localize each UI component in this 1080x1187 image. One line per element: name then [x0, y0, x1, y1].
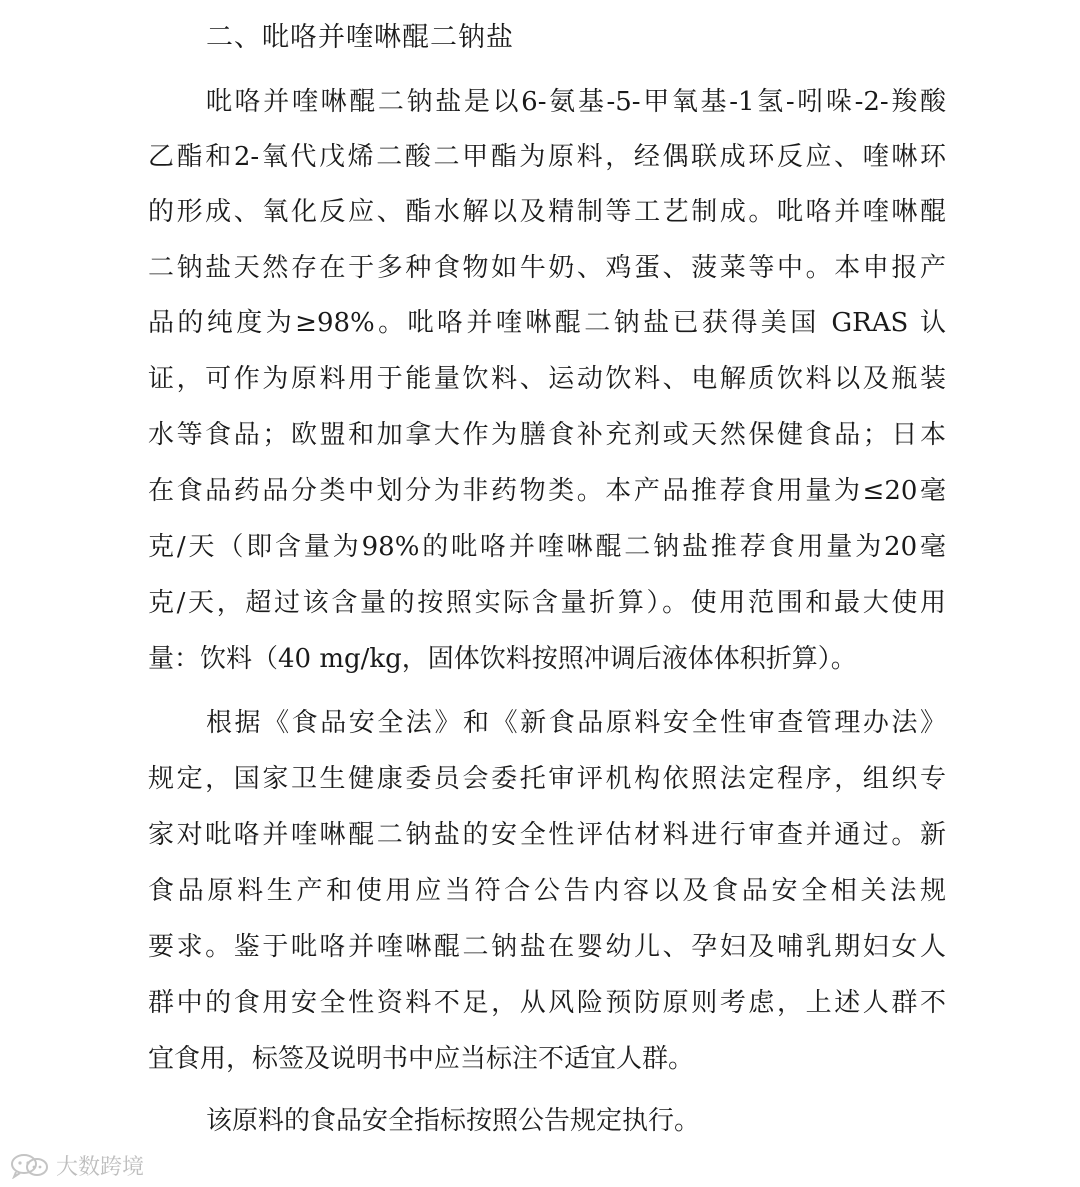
paragraph-line: 群中的食用安全性资料不足，从风险预防原则考虑，上述人群不	[148, 988, 946, 1018]
watermark	[10, 1150, 144, 1181]
paragraph-line: 二钠盐天然存在于多种食物如牛奶、鸡蛋、菠菜等中。本申报产	[148, 253, 946, 283]
paragraph-line: 要求。鉴于吡咯并喹啉醌二钠盐在婴幼儿、孕妇及哺乳期妇女人	[148, 932, 946, 962]
paragraph-line: 克/天（即含量为98%的吡咯并喹啉醌二钠盐推荐食用量为20毫	[148, 532, 946, 562]
watermark-text: 大数跨境	[56, 1155, 145, 1180]
paragraph-line: 根据《食品安全法》和《新食品原料安全性审查管理办法》	[206, 708, 946, 738]
paragraph-line: 水等食品；欧盟和加拿大作为膳食补充剂或天然保健食品；日本	[148, 420, 946, 450]
paragraph-line: 家对吡咯并喹啉醌二钠盐的安全性评估材料进行审查并通过。新	[148, 820, 946, 850]
paragraph-line: 量：饮料（40 mg/kg，固体饮料按照冲调后液体体积折算）。	[148, 644, 857, 674]
paragraph-line: 规定，国家卫生健康委员会委托审评机构依照法定程序，组织专	[148, 764, 946, 794]
paragraph-line: 该原料的食品安全指标按照公告规定执行。	[206, 1106, 701, 1136]
paragraph-line: 吡咯并喹啉醌二钠盐是以6-氨基-5-甲氧基-1氢-吲哚-2-羧酸	[206, 87, 946, 117]
paragraph-line: 品的纯度为≥98%。吡咯并喹啉醌二钠盐已获得美国 GRAS 认	[148, 308, 946, 338]
paragraph-line: 克/天，超过该含量的按照实际含量折算）。使用范围和最大使用	[148, 588, 946, 618]
paragraph-line: 在食品药品分类中划分为非药物类。本产品推荐食用量为≤20毫	[148, 476, 946, 506]
paragraph-line: 的形成、氧化反应、酯水解以及精制等工艺制成。吡咯并喹啉醌	[148, 197, 946, 227]
paragraph-line: 证，可作为原料用于能量饮料、运动饮料、电解质饮料以及瓶装	[148, 364, 946, 394]
paragraph-line: 乙酯和2-氧代戊烯二酸二甲酯为原料，经偶联成环反应、喹啉环	[148, 142, 946, 172]
wechat-logo-icon	[10, 1153, 50, 1179]
section-heading: 二、吡咯并喹啉醌二钠盐	[206, 22, 514, 53]
paragraph-line: 食品原料生产和使用应当符合公告内容以及食品安全相关法规	[148, 876, 946, 906]
paragraph-line: 宜食用，标签及说明书中应当标注不适宜人群。	[148, 1044, 695, 1074]
